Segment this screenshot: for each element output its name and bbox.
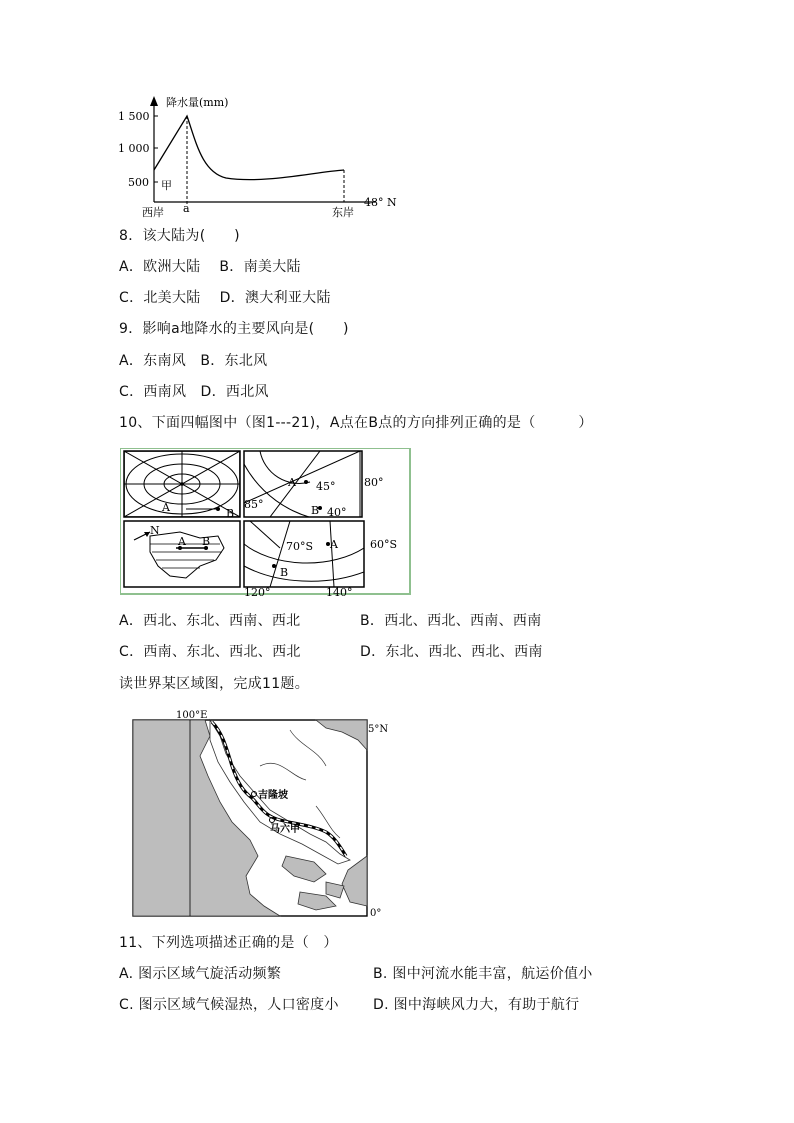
latitude-label: 48° N [364,196,397,209]
region-map-figure [130,706,400,920]
q10-option-c[interactable]: C．西南、东北、西北、西北 [119,644,301,660]
y-axis-label: 降水量(mm) [166,96,229,109]
panel-2-label-b: B [311,504,320,517]
q8-options-ab [119,257,301,277]
malacca-label: 马六甲 [270,824,300,835]
q8-option-b[interactable]: B．南美大陆 [219,259,301,275]
q9-options-ab [119,351,267,371]
panel-2-label-45: 45° [316,480,336,493]
q11-option-d[interactable]: D. 图中海峡风力大，有助于航行 [373,997,580,1013]
tick-label-1000: 1 000 [118,142,150,155]
panel-2-label-a: A [288,476,296,489]
map-intro: 读世界某区域图，完成11题。 [119,676,310,692]
west-coast-label: 西岸 [142,206,164,219]
panel-2-label-80: 80° [364,476,384,489]
q11-option-a[interactable]: A. 图示区域气旋活动频繁 [119,966,282,982]
q10-option-d[interactable]: D．东北、西北、西北、西南 [360,644,543,660]
longitude-label: 100°E [176,710,208,721]
q11-options-cd [119,995,580,1015]
panel-4-label-60s: 60°S [370,538,398,551]
panel-1 [124,451,240,517]
q10-options-ab [119,611,542,631]
point-a-label: a [183,202,190,215]
panel-1-label-b: B [226,507,235,520]
q11-options-ab [119,964,593,984]
q8-options-cd [119,288,331,308]
q10-option-a[interactable]: A．西北、东北、西南、西北 [119,613,301,629]
panel-4-label-120: 120° [244,586,271,598]
q9-option-c[interactable]: C．西南风 [119,384,187,400]
tick-label-1500: 1 500 [118,110,150,123]
panel-1-label-a: A [162,501,170,514]
q8-stem: 8．该大陆为( ) [119,228,240,244]
tick-label-500: 500 [128,176,149,189]
q9-option-b[interactable]: B．东北风 [200,353,268,369]
q9-stem: 9．影响a地降水的主要风向是( ) [119,321,349,337]
q10-stem: 10、下面四幅图中（图1---21)，A点在B点的方向排列正确的是（ ） [119,415,593,431]
panel-4-label-a: A [330,538,338,551]
q11-stem: 11、下列选项描述正确的是（ ） [119,935,338,951]
region-jia-label: 甲 [161,179,172,192]
y-axis-arrow [150,96,158,106]
panel-3-label-a: A [178,535,186,548]
direction-grid-figure [120,448,412,598]
q11-option-b[interactable]: B. 图中河流水能丰富，航运价值小 [373,966,593,982]
q8-option-d[interactable]: D．澳大利亚大陆 [219,290,331,306]
panel-2-label-85: 85° [244,498,264,511]
precipitation-profile-figure [114,92,404,222]
panel-4-label-b: B [280,566,289,579]
q10-option-b[interactable]: B．西北、西北、西南、西南 [360,613,542,629]
q9-option-d[interactable]: D．西北风 [200,384,269,400]
q10-options-cd [119,642,543,662]
q8-option-c[interactable]: C．北美大陆 [119,290,201,306]
panel-4-label-140: 140° [326,586,353,598]
panel-3-label-b: B [202,535,211,548]
panel-3-label-n: N [150,524,160,537]
precipitation-curve [154,116,344,180]
latitude-0-label: 0° [370,908,382,919]
q9-options-cd [119,382,269,402]
q9-option-a[interactable]: A．东南风 [119,353,187,369]
q11-option-c[interactable]: C. 图示区域气候湿热，人口密度小 [119,997,339,1013]
panel-4-label-70s: 70°S [286,540,314,553]
kuala-lumpur-label: 吉隆坡 [258,790,288,801]
panel-3 [124,521,240,587]
panel-2-label-40: 40° [327,506,347,519]
east-coast-label: 东岸 [332,206,354,219]
latitude-5n-label: 5°N [368,724,389,735]
q8-option-a[interactable]: A．欧洲大陆 [119,259,201,275]
